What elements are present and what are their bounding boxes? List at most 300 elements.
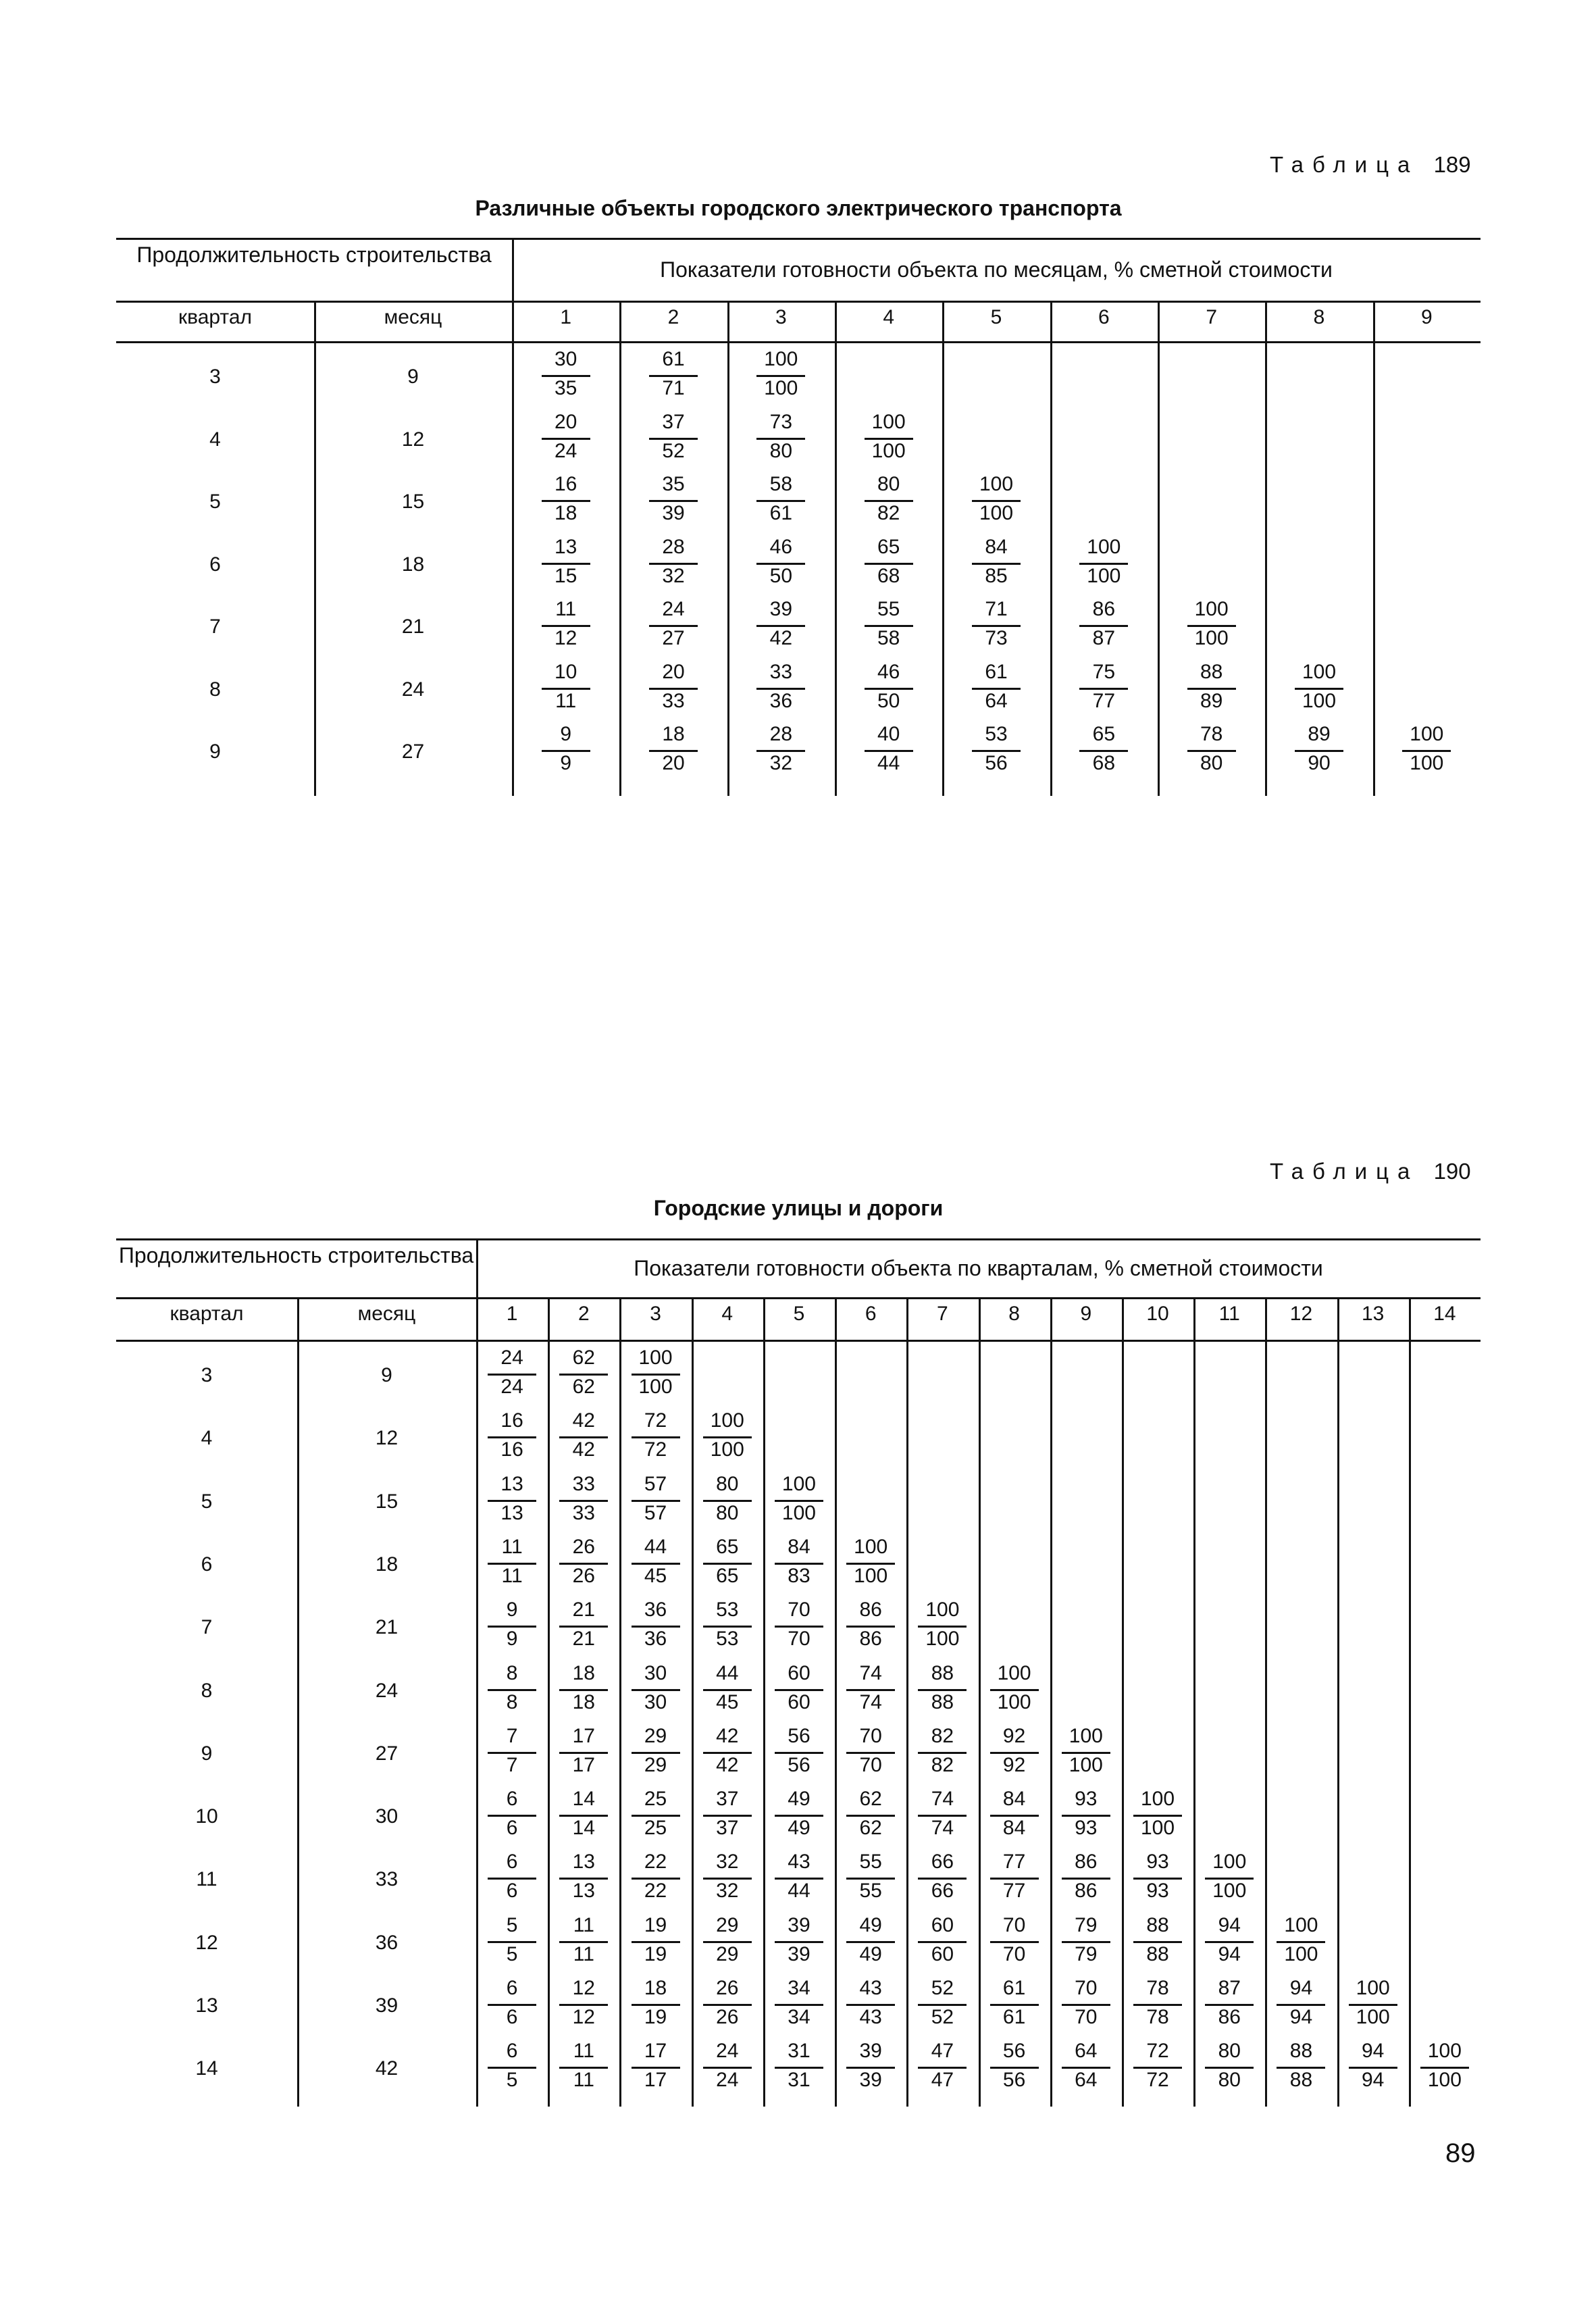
fraction-numerator: 8: [506, 1661, 518, 1684]
fraction-denominator: 88: [1289, 2069, 1313, 2092]
table-label: Таблица: [1270, 152, 1419, 177]
fraction-denominator: 89: [1200, 689, 1223, 712]
fraction-cell: [486, 1977, 538, 2033]
fraction-denominator: 60: [788, 1690, 810, 1713]
fraction-numerator: 33: [769, 660, 793, 683]
fraction-numerator: 19: [644, 1913, 667, 1936]
row-quarter: 8: [209, 678, 221, 701]
fraction-denominator: 56: [788, 1753, 810, 1776]
fraction-denominator: 94: [1218, 1942, 1241, 1965]
fraction-numerator: 24: [662, 598, 685, 620]
fraction-numerator: 57: [644, 1472, 667, 1495]
fraction-cell: [1132, 1914, 1183, 1970]
fraction-cell: [1293, 723, 1345, 779]
fraction-denominator: 100: [979, 502, 1014, 524]
fraction-numerator: 93: [1075, 1788, 1098, 1811]
fraction-cell: [630, 1536, 681, 1592]
fraction-numerator: 100: [1141, 1788, 1175, 1811]
fraction-denominator: 87: [1092, 627, 1116, 649]
fraction-denominator: 83: [788, 1564, 810, 1587]
fraction-numerator: 46: [769, 535, 793, 558]
fraction-cell: [540, 723, 592, 779]
fraction-numerator: 6: [506, 1788, 518, 1811]
fraction-numerator: 7: [506, 1724, 518, 1747]
row-quarter: 10: [195, 1805, 218, 1828]
fraction-numerator: 61: [985, 660, 1008, 683]
table-number-value: 189: [1433, 152, 1471, 177]
fraction-numerator: 24: [716, 2040, 739, 2063]
fraction-numerator: 20: [554, 410, 577, 433]
fraction-numerator: 58: [769, 473, 793, 495]
fraction-numerator: 100: [1194, 598, 1229, 620]
fraction-numerator: 80: [716, 1472, 739, 1495]
rule-quarter-month: [314, 301, 316, 796]
fraction-cell: [1078, 598, 1129, 654]
fraction-cell: [648, 723, 699, 779]
fraction-cell: [558, 1536, 609, 1592]
fraction-denominator: 100: [1284, 1942, 1318, 1965]
fraction-cell: [1060, 1914, 1112, 1970]
fraction-numerator: 52: [931, 1977, 954, 1999]
fraction-numerator: 44: [644, 1535, 667, 1558]
fraction-cell: [863, 536, 915, 592]
fraction-denominator: 17: [644, 2069, 667, 2092]
fraction-cell: [648, 473, 699, 529]
fraction-denominator: 5: [506, 1942, 518, 1965]
fraction-denominator: 45: [644, 1564, 667, 1587]
row-quarter: 6: [201, 1553, 213, 1576]
fraction-cell: [1275, 1977, 1327, 2033]
fraction-cell: [917, 1662, 968, 1718]
fraction-numerator: 34: [788, 1977, 810, 1999]
rule-top: [116, 1238, 1481, 1240]
fraction-denominator: 70: [1002, 1942, 1026, 1965]
row-month: 42: [375, 2057, 398, 2080]
fraction-numerator: 94: [1361, 2040, 1385, 2063]
fraction-denominator: 100: [764, 377, 798, 399]
fraction-denominator: 26: [716, 2006, 739, 2028]
page-number: 89: [1445, 2138, 1476, 2168]
fraction-numerator: 18: [662, 723, 685, 745]
column-number: 6: [865, 1303, 877, 1325]
fraction-numerator: 29: [644, 1724, 667, 1747]
fraction-cell: [971, 661, 1022, 717]
subheader-quarter: квартал: [178, 306, 253, 328]
fraction-denominator: 19: [644, 1942, 667, 1965]
row-quarter: 7: [201, 1616, 213, 1639]
fraction-cell: [773, 1851, 825, 1907]
fraction-denominator: 68: [1092, 752, 1116, 774]
fraction-denominator: 100: [1427, 2069, 1462, 2092]
fraction-numerator: 53: [716, 1599, 739, 1621]
fraction-denominator: 18: [554, 502, 577, 524]
row-month: 15: [401, 491, 425, 513]
fraction-denominator: 42: [769, 627, 793, 649]
fraction-numerator: 70: [788, 1599, 810, 1621]
fraction-cell: [845, 2040, 896, 2096]
column-number: 9: [1080, 1303, 1092, 1325]
fraction-denominator: 100: [710, 1438, 744, 1461]
fraction-numerator: 40: [877, 723, 900, 745]
fraction-numerator: 47: [931, 2040, 954, 2063]
fraction-cell: [1419, 2040, 1470, 2096]
fraction-cell: [917, 2040, 968, 2096]
fraction-cell: [1078, 723, 1129, 779]
table-label: Таблица: [1270, 1159, 1419, 1184]
fraction-numerator: 6: [506, 2040, 518, 2063]
fraction-numerator: 70: [859, 1724, 882, 1747]
rule-quarter-month: [297, 1297, 299, 2107]
column-number: 8: [1313, 306, 1325, 328]
fraction-denominator: 56: [1002, 2069, 1026, 2092]
fraction-cell: [486, 1788, 538, 1844]
fraction-denominator: 39: [788, 1942, 810, 1965]
fraction-denominator: 77: [1002, 1880, 1026, 1903]
fraction-cell: [773, 1914, 825, 1970]
row-quarter: 14: [195, 2057, 218, 2080]
fraction-denominator: 42: [716, 1753, 739, 1776]
fraction-cell: [863, 473, 915, 529]
fraction-cell: [1186, 723, 1237, 779]
fraction-denominator: 78: [1146, 2006, 1169, 2028]
fraction-cell: [989, 1851, 1040, 1907]
rule-column: [906, 1297, 908, 2107]
rule-header: [116, 1297, 1481, 1299]
fraction-denominator: 43: [859, 2006, 882, 2028]
fraction-cell: [1275, 1914, 1327, 1970]
fraction-numerator: 11: [555, 598, 577, 620]
fraction-numerator: 100: [1087, 535, 1121, 558]
rule-subheader: [116, 341, 1481, 343]
fraction-cell: [486, 2040, 538, 2096]
fraction-numerator: 87: [1218, 1977, 1241, 1999]
fraction-denominator: 86: [1218, 2006, 1241, 2028]
fraction-numerator: 12: [572, 1977, 595, 1999]
header-indicators: Показатели готовности объекта по месяцам, % сметной стоимости: [660, 257, 1333, 282]
fraction-numerator: 73: [769, 410, 793, 433]
fraction-denominator: 100: [925, 1628, 960, 1651]
fraction-denominator: 100: [1087, 564, 1121, 587]
table-title: Городские улицы и дороги: [653, 1196, 944, 1220]
fraction-cell: [917, 1977, 968, 2033]
fraction-cell: [540, 536, 592, 592]
fraction-denominator: 88: [931, 1690, 954, 1713]
fraction-cell: [917, 1725, 968, 1781]
fraction-cell: [989, 2040, 1040, 2096]
column-number: 7: [1206, 306, 1217, 328]
fraction-cell: [558, 1473, 609, 1529]
fraction-cell: [648, 598, 699, 654]
fraction-cell: [1204, 1914, 1255, 1970]
fraction-denominator: 72: [644, 1438, 667, 1461]
row-month: 33: [375, 1868, 398, 1891]
fraction-denominator: 100: [638, 1376, 673, 1398]
fraction-cell: [702, 1914, 753, 1970]
fraction-numerator: 16: [500, 1409, 523, 1432]
fraction-denominator: 33: [572, 1501, 595, 1524]
fraction-numerator: 28: [662, 535, 685, 558]
row-month: 15: [375, 1490, 398, 1513]
fraction-cell: [917, 1851, 968, 1907]
fraction-denominator: 12: [572, 2006, 595, 2028]
fraction-denominator: 55: [859, 1880, 882, 1903]
table-title: Различные объекты городского электрического транспорта: [475, 196, 1122, 220]
fraction-numerator: 24: [500, 1347, 523, 1369]
fraction-numerator: 22: [644, 1851, 667, 1873]
row-month: 27: [375, 1742, 398, 1765]
fraction-denominator: 9: [506, 1628, 518, 1651]
rule-column: [835, 1297, 837, 2107]
fraction-denominator: 66: [931, 1880, 954, 1903]
row-quarter: 12: [195, 1931, 218, 1954]
fraction-cell: [845, 1851, 896, 1907]
fraction-cell: [630, 1473, 681, 1529]
fraction-denominator: 25: [644, 1817, 667, 1840]
fraction-cell: [702, 1599, 753, 1655]
fraction-denominator: 100: [1069, 1753, 1103, 1776]
fraction-numerator: 84: [985, 535, 1008, 558]
fraction-denominator: 6: [506, 1817, 518, 1840]
row-quarter: 3: [201, 1364, 213, 1386]
row-quarter: 7: [209, 615, 221, 638]
fraction-numerator: 35: [662, 473, 685, 495]
fraction-numerator: 13: [500, 1472, 523, 1495]
fraction-numerator: 20: [662, 660, 685, 683]
fraction-numerator: 100: [1356, 1977, 1390, 1999]
fraction-denominator: 11: [573, 1942, 594, 1965]
fraction-cell: [702, 1788, 753, 1844]
fraction-denominator: 100: [781, 1501, 816, 1524]
fraction-numerator: 43: [788, 1851, 810, 1873]
fraction-denominator: 21: [572, 1628, 595, 1651]
fraction-cell: [755, 348, 806, 404]
fraction-denominator: 61: [1002, 2006, 1026, 2028]
fraction-cell: [648, 348, 699, 404]
fraction-cell: [1060, 2040, 1112, 2096]
fraction-cell: [773, 1599, 825, 1655]
fraction-denominator: 11: [501, 1564, 523, 1587]
fraction-numerator: 11: [573, 2040, 594, 2063]
fraction-cell: [863, 723, 915, 779]
fraction-cell: [630, 1409, 681, 1465]
fraction-cell: [845, 1662, 896, 1718]
fraction-denominator: 58: [877, 627, 900, 649]
fraction-denominator: 100: [854, 1564, 888, 1587]
fraction-numerator: 31: [788, 2040, 810, 2063]
subheader-month: месяц: [357, 1303, 416, 1325]
fraction-denominator: 22: [644, 1880, 667, 1903]
rule-column: [1265, 1297, 1267, 2107]
fraction-denominator: 72: [1146, 2069, 1169, 2092]
fraction-cell: [648, 411, 699, 467]
fraction-cell: [558, 2040, 609, 2096]
fraction-numerator: 100: [979, 473, 1014, 495]
fraction-numerator: 30: [554, 348, 577, 370]
fraction-numerator: 72: [644, 1409, 667, 1432]
fraction-cell: [1293, 661, 1345, 717]
fraction-numerator: 78: [1146, 1977, 1169, 1999]
fraction-numerator: 88: [1146, 1913, 1169, 1936]
fraction-denominator: 24: [716, 2069, 739, 2092]
rule-column: [619, 301, 621, 796]
fraction-denominator: 61: [769, 502, 793, 524]
fraction-denominator: 42: [572, 1438, 595, 1461]
fraction-numerator: 13: [554, 535, 577, 558]
fraction-cell: [1186, 598, 1237, 654]
fraction-denominator: 80: [1218, 2069, 1241, 2092]
fraction-denominator: 17: [572, 1753, 595, 1776]
fraction-numerator: 84: [1002, 1788, 1026, 1811]
rule-column: [548, 1297, 550, 2107]
column-number: 8: [1008, 1303, 1020, 1325]
fraction-numerator: 61: [662, 348, 685, 370]
column-number: 4: [883, 306, 894, 328]
table-number: [1270, 1159, 1471, 1184]
fraction-numerator: 100: [1284, 1913, 1318, 1936]
fraction-numerator: 60: [788, 1661, 810, 1684]
row-month: 21: [375, 1616, 398, 1639]
fraction-denominator: 36: [644, 1628, 667, 1651]
fraction-cell: [558, 1599, 609, 1655]
fraction-numerator: 53: [985, 723, 1008, 745]
fraction-cell: [1132, 1977, 1183, 2033]
fraction-denominator: 52: [931, 2006, 954, 2028]
fraction-numerator: 72: [1146, 2040, 1169, 2063]
fraction-denominator: 14: [572, 1817, 595, 1840]
column-number: 5: [793, 1303, 805, 1325]
fraction-denominator: 73: [985, 627, 1008, 649]
fraction-denominator: 45: [716, 1690, 739, 1713]
fraction-cell: [1204, 1977, 1255, 2033]
fraction-numerator: 44: [716, 1661, 739, 1684]
fraction-numerator: 55: [877, 598, 900, 620]
fraction-cell: [630, 1851, 681, 1907]
fraction-cell: [630, 2040, 681, 2096]
fraction-denominator: 94: [1361, 2069, 1385, 2092]
fraction-cell: [1060, 1977, 1112, 2033]
fraction-denominator: 39: [662, 502, 685, 524]
fraction-denominator: 74: [859, 1690, 882, 1713]
fraction-numerator: 55: [859, 1851, 882, 1873]
fraction-cell: [540, 348, 592, 404]
column-number: 1: [506, 1303, 518, 1325]
column-number: 5: [990, 306, 1002, 328]
subheader-month: месяц: [384, 306, 442, 328]
fraction-denominator: 44: [877, 752, 900, 774]
fraction-numerator: 89: [1308, 723, 1331, 745]
fraction-numerator: 100: [710, 1409, 744, 1432]
fraction-numerator: 100: [1069, 1724, 1103, 1747]
fraction-numerator: 61: [1002, 1977, 1026, 1999]
fraction-cell: [971, 536, 1022, 592]
fraction-cell: [845, 1536, 896, 1592]
fraction-denominator: 56: [985, 752, 1008, 774]
fraction-cell: [773, 1977, 825, 2033]
fraction-denominator: 90: [1308, 752, 1331, 774]
column-number: 9: [1420, 306, 1433, 328]
fraction-denominator: 32: [769, 752, 793, 774]
fraction-denominator: 32: [716, 1880, 739, 1903]
fraction-denominator: 24: [500, 1376, 523, 1398]
fraction-cell: [863, 598, 915, 654]
fraction-denominator: 85: [985, 564, 1008, 587]
row-month: 18: [375, 1553, 398, 1576]
fraction-numerator: 66: [931, 1851, 954, 1873]
fraction-numerator: 37: [716, 1788, 739, 1811]
fraction-cell: [773, 1725, 825, 1781]
rule-column: [727, 301, 729, 796]
fraction-cell: [1347, 1977, 1399, 2033]
rule-header: [116, 301, 1481, 303]
fraction-numerator: 56: [788, 1724, 810, 1747]
column-number: 3: [775, 306, 787, 328]
fraction-numerator: 65: [716, 1535, 739, 1558]
fraction-denominator: 13: [500, 1501, 523, 1524]
fraction-numerator: 65: [1092, 723, 1116, 745]
fraction-denominator: 68: [877, 564, 900, 587]
column-number: 2: [577, 1303, 590, 1325]
fraction-denominator: 12: [554, 627, 577, 649]
fraction-numerator: 11: [573, 1913, 594, 1936]
fraction-denominator: 36: [769, 689, 793, 712]
fraction-denominator: 31: [788, 2069, 810, 2092]
fraction-denominator: 70: [1075, 2006, 1098, 2028]
fraction-denominator: 80: [769, 439, 793, 462]
fraction-numerator: 9: [506, 1599, 518, 1621]
fraction-numerator: 39: [769, 598, 793, 620]
fraction-denominator: 60: [931, 1942, 954, 1965]
fraction-cell: [773, 1788, 825, 1844]
fraction-denominator: 9: [560, 752, 571, 774]
fraction-cell: [845, 1725, 896, 1781]
fraction-numerator: 21: [572, 1599, 595, 1621]
fraction-cell: [971, 598, 1022, 654]
fraction-cell: [702, 2040, 753, 2096]
fraction-cell: [755, 473, 806, 529]
fraction-cell: [702, 1725, 753, 1781]
fraction-cell: [1347, 2040, 1399, 2096]
row-quarter: 4: [209, 428, 221, 451]
column-number: 4: [721, 1303, 733, 1325]
fraction-denominator: 88: [1146, 1942, 1169, 1965]
fraction-cell: [989, 1788, 1040, 1844]
fraction-cell: [989, 1977, 1040, 2033]
fraction-numerator: 82: [931, 1724, 954, 1747]
fraction-numerator: 37: [662, 410, 685, 433]
row-month: 27: [401, 740, 425, 763]
fraction-denominator: 94: [1289, 2006, 1313, 2028]
fraction-numerator: 88: [931, 1661, 954, 1684]
fraction-numerator: 26: [716, 1977, 739, 1999]
fraction-denominator: 16: [500, 1438, 523, 1461]
fraction-numerator: 17: [644, 2040, 667, 2063]
fraction-numerator: 92: [1002, 1724, 1026, 1747]
fraction-denominator: 100: [1212, 1880, 1247, 1903]
fraction-cell: [989, 1662, 1040, 1718]
fraction-denominator: 47: [931, 2069, 954, 2092]
fraction-cell: [486, 1347, 538, 1403]
fraction-cell: [558, 1725, 609, 1781]
fraction-denominator: 34: [788, 2006, 810, 2028]
fraction-denominator: 33: [662, 689, 685, 712]
fraction-cell: [486, 1409, 538, 1465]
rule-column: [619, 1297, 621, 2107]
rule-subheader: [116, 1340, 1481, 1342]
fraction-cell: [755, 411, 806, 467]
fraction-numerator: 49: [788, 1788, 810, 1811]
fraction-denominator: 70: [788, 1628, 810, 1651]
rule-top: [116, 238, 1481, 240]
